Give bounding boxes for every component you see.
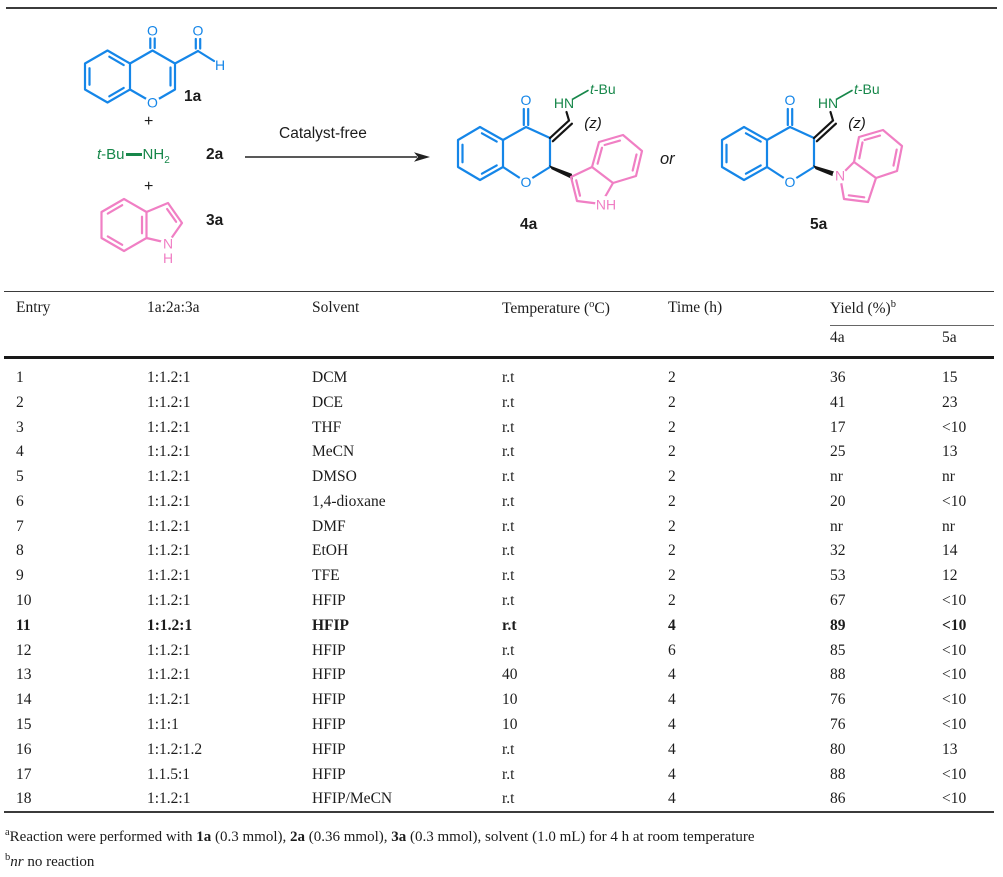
cell-entry: 6 [16,492,24,510]
cell-ratio: 1:1.2:1 [147,517,191,535]
cell-yield-5a: nr [942,468,955,486]
cell-time: 4 [668,715,676,733]
table-row [4,415,994,440]
cell-yield-5a: <10 [942,691,967,709]
amine-sub2: 2 [164,155,170,166]
amine-t-label: t [97,146,102,163]
footnote-b: $^b$nr no reaction [5,852,95,870]
cell-time: 2 [668,443,676,461]
cell-solvent: DCE [312,393,343,411]
cell-ratio: 1:1.2:1 [147,468,191,486]
cell-time: 2 [668,468,676,486]
table-row [4,539,994,564]
cell-solvent: DMF [312,517,346,535]
cell-temperature: r.t [502,393,515,411]
enamine-hn-label: HN [817,95,839,111]
cell-solvent: HFIP [312,765,346,783]
table-row [4,514,994,539]
cell-yield-4a: 76 [830,715,846,733]
cell-temperature: r.t [502,418,515,436]
cell-ratio: 1:1.2:1 [147,369,191,386]
cell-yield-5a: 15 [942,369,958,386]
header-ratio: 1a:2a:3a [147,299,200,316]
cell-ratio: 1:1.2:1 [147,418,191,436]
header-solvent: Solvent [312,299,360,316]
amine-nh-label: NH [142,146,165,163]
table-body [4,358,994,813]
cell-time: 2 [668,369,676,386]
cell-solvent: HFIP [312,691,346,709]
cell-solvent: HFIP [312,592,346,610]
tbu-label: t-Bu [854,81,880,97]
table-row [4,588,994,613]
cell-time: 2 [668,517,676,535]
table-row [4,712,994,737]
indole-nitrogen-label: N [162,235,174,252]
cell-ratio: 1:1.2:1 [147,393,191,411]
z-configuration-label: (z) [848,115,866,132]
cell-time: 4 [668,616,676,634]
cell-yield-4a: 20 [830,492,846,510]
cell-temperature: r.t [502,517,515,535]
cell-yield-5a: 12 [942,567,958,585]
cell-temperature: r.t [502,740,515,758]
cell-temperature: r.t [502,592,515,610]
top-rule [6,7,997,9]
ring-oxygen-label: O [520,174,532,190]
cell-ratio: 1:1.2:1 [147,567,191,585]
cell-yield-5a: 13 [942,740,958,758]
table-row [4,762,994,787]
cell-entry: 9 [16,567,24,585]
cell-yield-4a: nr [830,517,843,535]
cell-yield-4a: 32 [830,542,846,560]
cell-solvent: HFIP [312,666,346,684]
cell-time: 2 [668,592,676,610]
cell-entry: 13 [16,666,32,684]
cell-yield-5a: nr [942,517,955,535]
indole-nh-label: NH [595,196,617,213]
cell-solvent: 1,4-dioxane [312,492,386,510]
cell-entry: 5 [16,468,24,486]
indole-nitrogen-label: N [834,167,846,184]
cell-temperature: 10 [502,715,518,733]
cell-entry: 12 [16,641,32,659]
table-row [4,489,994,514]
compound-4a-label: 4a [520,216,538,233]
cell-ratio: 1:1.2:1 [147,592,191,610]
footnote-a: $^a$Reaction were performed with 1a (0.3 mmol), 2a (0.36 mmol), 3a (0.3 mmol), solvent (1.0 mL) for 4 h at room temperature [5,827,755,845]
cell-ratio: 1:1.2:1 [147,616,193,634]
z-configuration-label: (z) [584,115,602,132]
cell-yield-4a: 25 [830,443,846,461]
cell-yield-5a: <10 [942,592,967,610]
cell-solvent: HFIP/MeCN [312,790,393,808]
cell-solvent: HFIP [312,616,350,634]
cell-yield-5a: <10 [942,492,967,510]
cell-temperature: r.t [502,765,515,783]
cell-temperature: r.t [502,492,515,510]
cell-ratio: 1:1.2:1 [147,492,191,510]
cell-yield-4a: 36 [830,369,846,386]
cell-temperature: r.t [502,443,515,461]
cell-yield-5a: 13 [942,443,958,461]
cell-entry: 1 [16,369,24,386]
cell-solvent: HFIP [312,641,346,659]
cell-temperature: r.t [502,641,515,659]
cell-yield-5a: <10 [942,790,967,808]
cell-time: 2 [668,393,676,411]
table-row [4,662,994,687]
table-row [4,737,994,762]
table-row [4,358,994,390]
cell-solvent: EtOH [312,542,349,560]
compound-3a-label: 3a [206,212,224,229]
cell-yield-5a: <10 [942,666,967,684]
cell-yield-5a: <10 [942,715,967,733]
table-header [4,292,994,358]
cell-yield-4a: 53 [830,567,846,585]
cell-time: 4 [668,790,676,808]
aldehyde-oxygen-label: O [192,22,204,39]
amine-bu-label: -Bu [101,146,125,163]
cell-ratio: 1:1.2:1 [147,691,191,709]
amine-bond [126,153,142,155]
cell-entry: 14 [16,691,32,709]
reaction-arrow [245,149,431,165]
table-row [4,786,994,812]
compound-5a-label: 5a [810,216,828,233]
cell-yield-4a: 89 [830,616,846,634]
compound-1a-label: 1a [184,88,202,105]
cell-yield-5a: 14 [942,542,958,560]
cell-yield-5a: 23 [942,393,958,411]
cell-time: 4 [668,765,676,783]
structure-1a-chromone-carbaldehyde [78,18,238,126]
cell-ratio: 1:1:1 [147,715,179,733]
cell-time: 2 [668,567,676,585]
optimization-table-container [4,291,996,813]
cell-time: 4 [668,691,676,709]
cell-ratio: 1:1.2:1 [147,641,191,659]
cell-time: 2 [668,418,676,436]
structure-2a-tbutylamine [97,146,170,166]
cell-solvent: DMSO [312,468,357,486]
header-entry: Entry [16,299,51,316]
table-row [4,563,994,588]
cell-yield-5a: <10 [942,641,967,659]
tbu-label: t-Bu [590,81,616,97]
or-label: or [660,150,675,168]
header-yield-5a: 5a [942,329,957,346]
cell-temperature: 10 [502,691,518,709]
indole-nh-hydrogen-label: H [162,250,174,266]
cell-temperature: r.t [502,369,515,386]
cell-time: 2 [668,542,676,560]
cell-temperature: r.t [502,542,515,560]
cell-entry: 11 [16,616,31,634]
cell-yield-4a: 85 [830,641,846,659]
header-time: Time (h) [668,299,723,316]
table-row [4,687,994,712]
cell-yield-4a: 76 [830,691,846,709]
ketone-oxygen-label: O [520,92,532,108]
table-row [4,439,994,464]
cell-solvent: DCM [312,369,348,386]
cell-temperature: 40 [502,666,518,684]
table-row [4,638,994,663]
cell-yield-5a: <10 [942,765,967,783]
cell-temperature: r.t [502,616,517,634]
cell-temperature: r.t [502,790,515,808]
cell-ratio: 1:1.2:1 [147,666,191,684]
header-temperature: Temperature ($^o$C) [502,299,610,318]
plus-sign-bottom: + [144,178,154,195]
structure-4a-product [452,78,662,238]
cell-temperature: r.t [502,567,515,585]
cell-yield-4a: 88 [830,765,846,783]
header-yield: Yield (%)$^b$ [830,292,994,326]
aldehyde-hydrogen-label: H [214,57,226,73]
cell-ratio: 1:1.2:1 [147,790,191,808]
cell-time: 4 [668,740,676,758]
cell-yield-4a: 88 [830,666,846,684]
cell-solvent: HFIP [312,740,346,758]
structure-3a-indole [95,193,225,267]
ketone-oxygen-label: O [784,92,796,108]
compound-2a-label: 2a [206,146,224,163]
table-row [4,464,994,489]
plus-sign-top: + [144,113,154,130]
structure-5a-product [690,78,940,238]
cell-yield-5a: <10 [942,418,967,436]
enamine-hn-label: HN [553,95,575,111]
cell-entry: 3 [16,418,24,436]
ring-oxygen-label: O [784,174,796,190]
cell-entry: 16 [16,740,32,758]
cell-entry: 17 [16,765,32,783]
ring-oxygen-label: O [147,94,158,111]
cell-ratio: 1:1.2:1 [147,443,191,461]
cell-time: 2 [668,492,676,510]
cell-ratio: 1:1.2:1.2 [147,740,203,758]
cell-solvent: TFE [312,567,340,585]
cell-yield-4a: 17 [830,418,846,436]
cell-yield-4a: 41 [830,393,846,411]
cell-solvent: MeCN [312,443,355,461]
cell-temperature: r.t [502,468,515,486]
cell-entry: 8 [16,542,24,560]
cell-ratio: 1:1.2:1 [147,542,191,560]
cell-ratio: 1.1.5:1 [147,765,191,783]
cell-yield-4a: 80 [830,740,846,758]
table-row [4,390,994,415]
cell-solvent: HFIP [312,715,346,733]
cell-yield-5a: <10 [942,616,967,634]
cell-entry: 7 [16,517,24,535]
reaction-conditions-label: Catalyst-free [279,125,367,142]
cell-time: 4 [668,666,676,684]
cell-time: 6 [668,641,676,659]
table-row [4,613,994,638]
header-yield-4a: 4a [830,329,845,346]
cell-entry: 4 [16,443,24,461]
cell-yield-4a: 86 [830,790,846,808]
cell-solvent: THF [312,418,342,436]
ketone-oxygen-label: O [147,22,158,39]
cell-yield-4a: 67 [830,592,846,610]
cell-entry: 18 [16,790,32,808]
cell-entry: 15 [16,715,32,733]
cell-yield-4a: nr [830,468,843,486]
optimization-table [4,291,994,813]
cell-entry: 2 [16,393,24,411]
stereo-wedge-bond [549,165,573,179]
cell-entry: 10 [16,592,32,610]
